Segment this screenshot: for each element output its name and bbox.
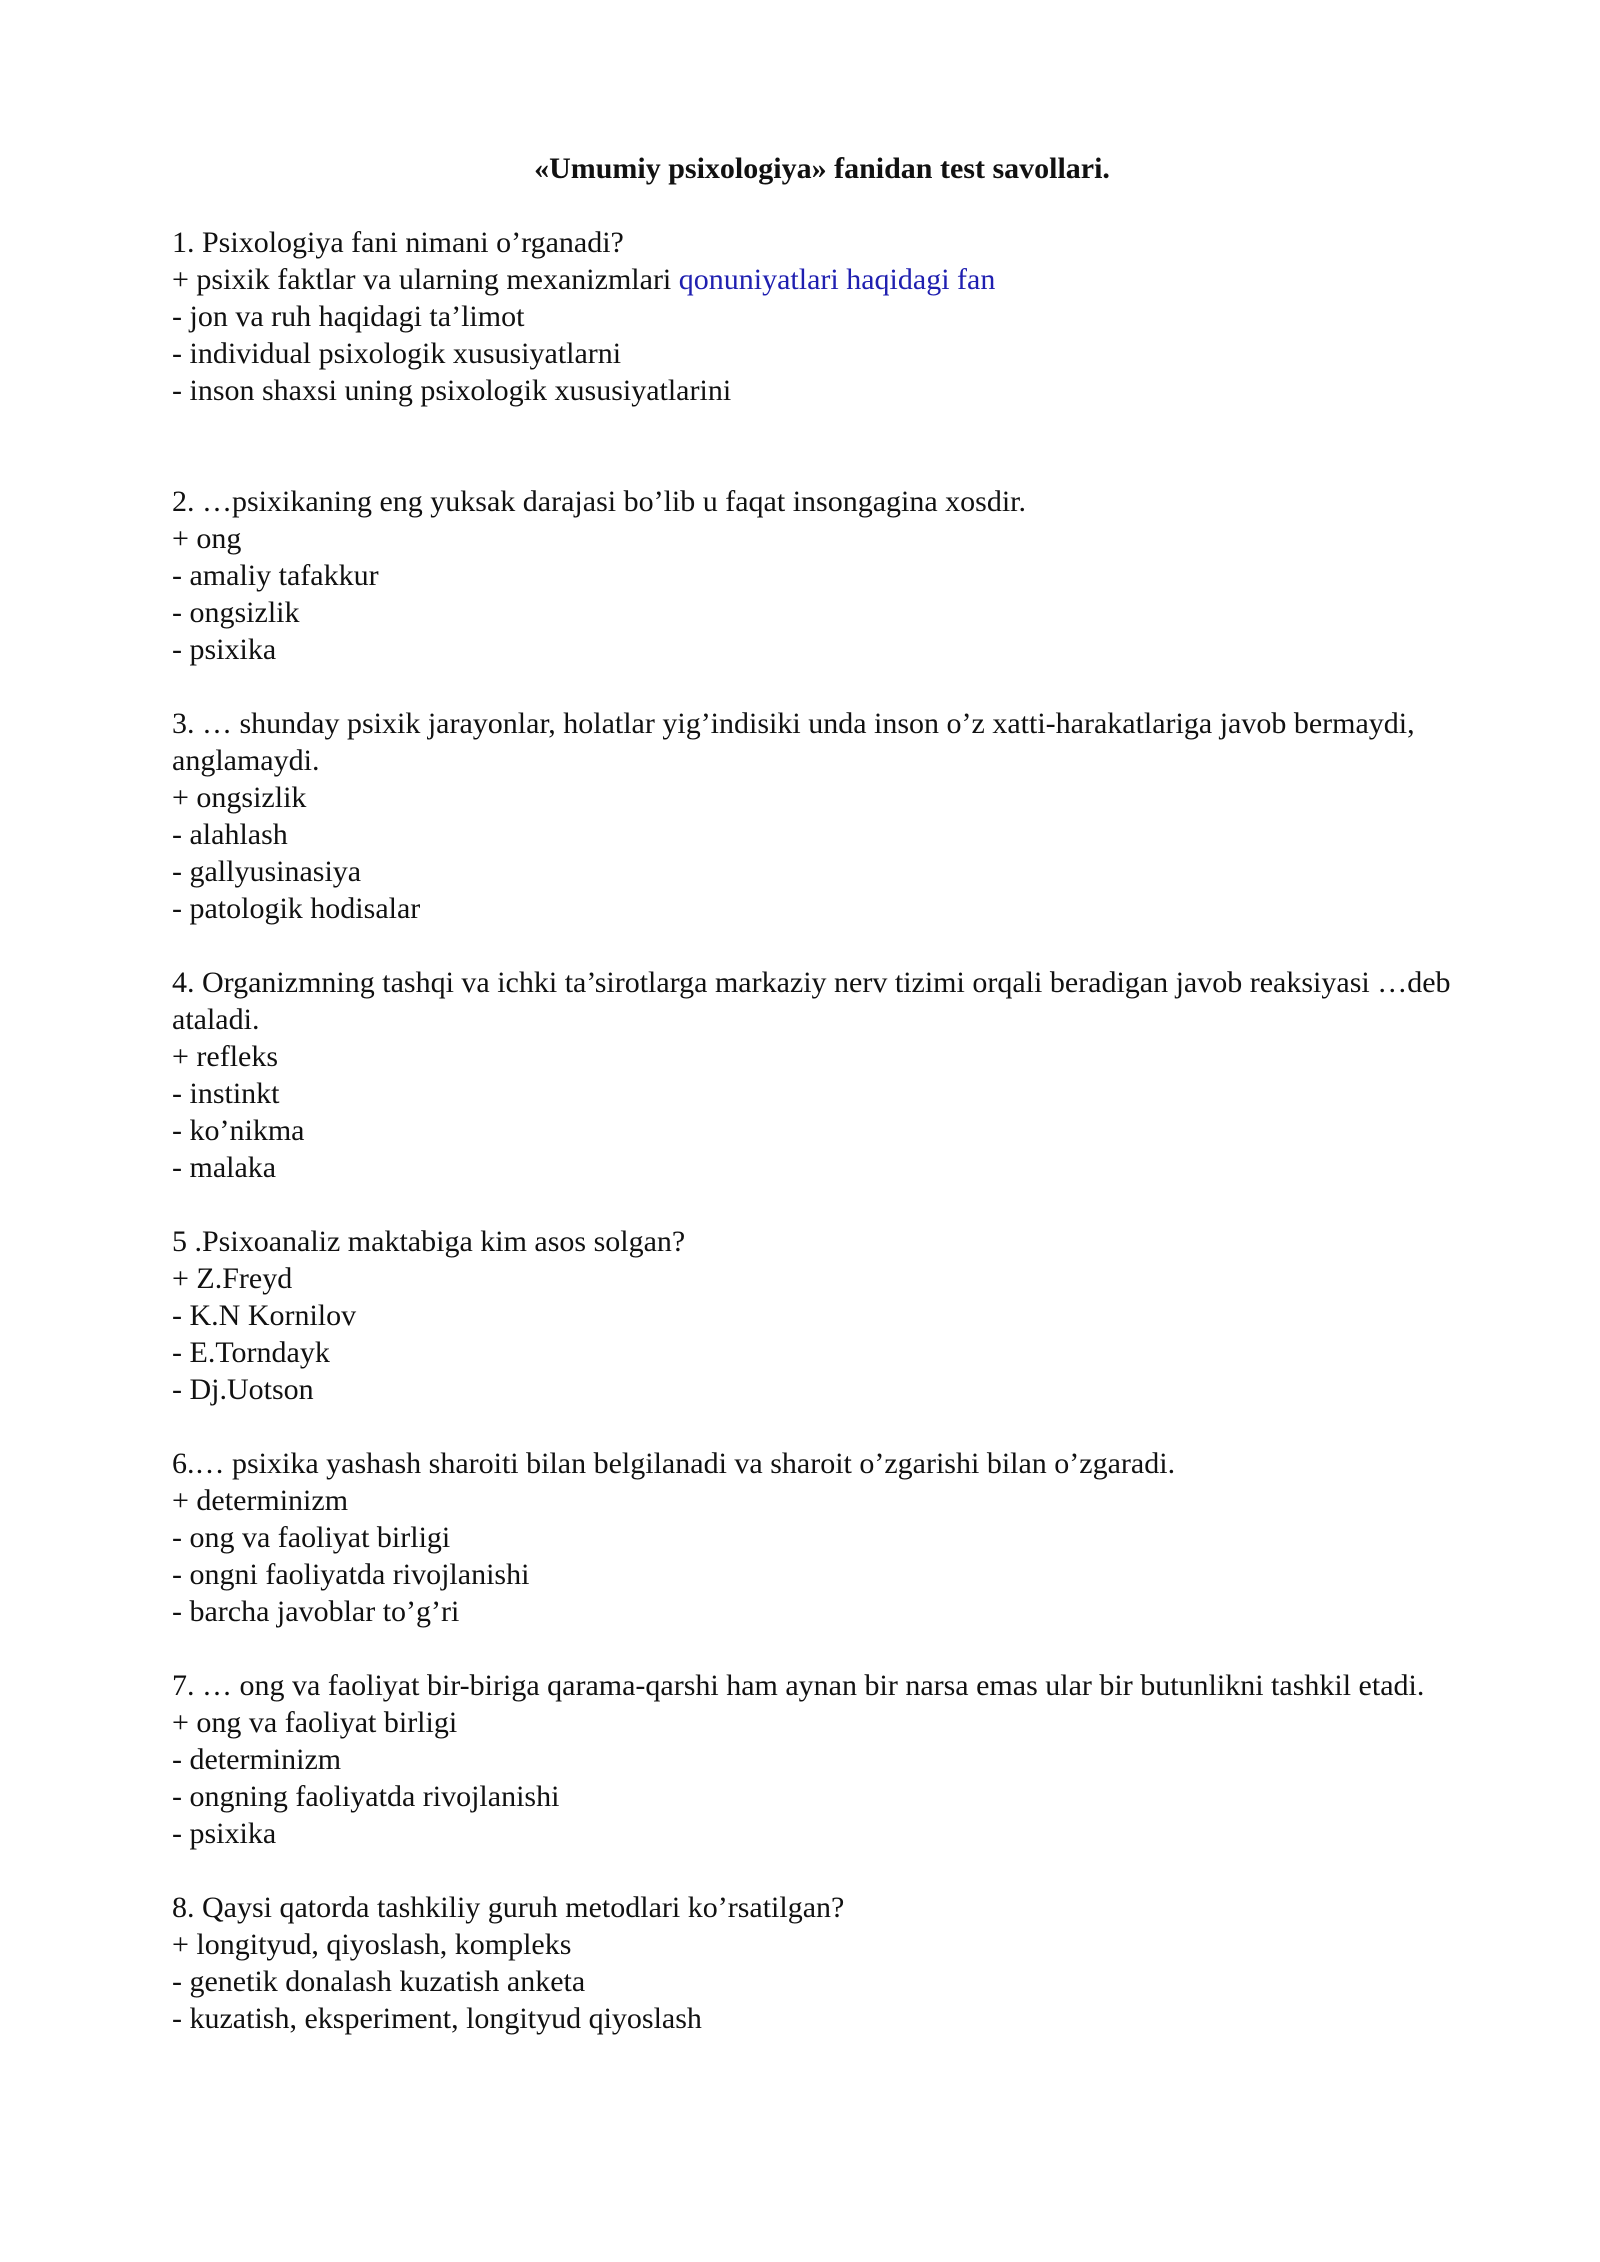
question-2	[172, 483, 1472, 668]
correct-answer: + ong va faoliyat birligi	[172, 1706, 458, 1739]
question-text: 5 .Psixoanaliz maktabiga kim asos solgan?	[172, 1225, 686, 1258]
question-6	[172, 1445, 1472, 1630]
answer-option: - ongning faoliyatda rivojlanishi	[172, 1780, 560, 1813]
answer-option: - amaliy tafakkur	[172, 559, 379, 592]
question-text: 7. … ong va faoliyat bir-biriga qarama-qarshi ham aynan bir narsa emas ular bir butunlikni tashkil etadi.	[172, 1669, 1425, 1702]
highlighted-answer-text: qonuniyatlari haqidagi fan	[678, 263, 996, 296]
answer-option: - ongsizlik	[172, 596, 300, 629]
document-title: «Umumiy psixologiya» fanidan test savollari.	[534, 152, 1110, 185]
answer-option: - K.N Kornilov	[172, 1299, 357, 1332]
correct-answer: + determinizm	[172, 1484, 349, 1517]
question-5	[172, 1223, 1472, 1408]
answer-option: - inson shaxsi uning psixologik xususiyatlarini	[172, 374, 732, 407]
answer-option: - psixika	[172, 1817, 277, 1850]
answer-option: - E.Torndayk	[172, 1336, 330, 1369]
answer-option: - genetik donalash kuzatish anketa	[172, 1965, 586, 1998]
question-3	[172, 705, 1472, 927]
question-text: 2. …psixikaning eng yuksak darajasi bo’lib u faqat insongagina xosdir.	[172, 485, 1027, 518]
question-1	[172, 224, 1472, 409]
question-text: 4. Organizmning tashqi va ichki ta’sirotlarga markaziy nerv tizimi orqali beradigan javob reaksiyasi …deb ataladi.	[172, 966, 1451, 1036]
question-text: 6.… psixika yashash sharoiti bilan belgilanadi va sharoit o’zgarishi bilan o’zgaradi.	[172, 1447, 1176, 1480]
answer-option: - patologik hodisalar	[172, 892, 421, 925]
correct-answer: + Z.Freyd	[172, 1262, 293, 1295]
answer-option: - ko’nikma	[172, 1114, 305, 1147]
question-text: 8. Qaysi qatorda tashkiliy guruh metodlari ko’rsatilgan?	[172, 1891, 845, 1924]
question-7	[172, 1667, 1472, 1852]
answer-option: - ong va faoliyat birligi	[172, 1521, 451, 1554]
question-text: 3. … shunday psixik jarayonlar, holatlar yig’indisiki unda inson o’z xatti-harakatlariga javob bermaydi, anglamaydi.	[172, 707, 1415, 777]
question-text: 1. Psixologiya fani nimani o’rganadi?	[172, 226, 624, 259]
correct-answer: + refleks	[172, 1040, 279, 1073]
answer-option: - psixika	[172, 633, 277, 666]
correct-answer: + ong	[172, 522, 242, 555]
correct-answer-text: + psixik faktlar va ularning mexanizmlari	[172, 263, 679, 296]
correct-answer: + longityud, qiyoslash, kompleks	[172, 1928, 572, 1961]
question-4	[172, 964, 1472, 1186]
answer-option: - ongni faoliyatda rivojlanishi	[172, 1558, 530, 1591]
answer-option: - barcha javoblar to’g’ri	[172, 1595, 460, 1628]
answer-option: - gallyusinasiya	[172, 855, 362, 888]
answer-option: - malaka	[172, 1151, 277, 1184]
answer-option: - individual psixologik xususiyatlarni	[172, 337, 622, 370]
answer-option: - alahlash	[172, 818, 288, 851]
answer-option: - determinizm	[172, 1743, 342, 1776]
answer-option: - jon va ruh haqidagi ta’limot	[172, 300, 525, 333]
correct-answer	[172, 261, 1472, 298]
answer-option: - kuzatish, eksperiment, longityud qiyoslash	[172, 2002, 702, 2035]
answer-option: - Dj.Uotson	[172, 1373, 314, 1406]
correct-answer: + ongsizlik	[172, 781, 307, 814]
question-8	[172, 1889, 1472, 2037]
answer-option: - instinkt	[172, 1077, 280, 1110]
document-content	[172, 150, 1472, 2074]
